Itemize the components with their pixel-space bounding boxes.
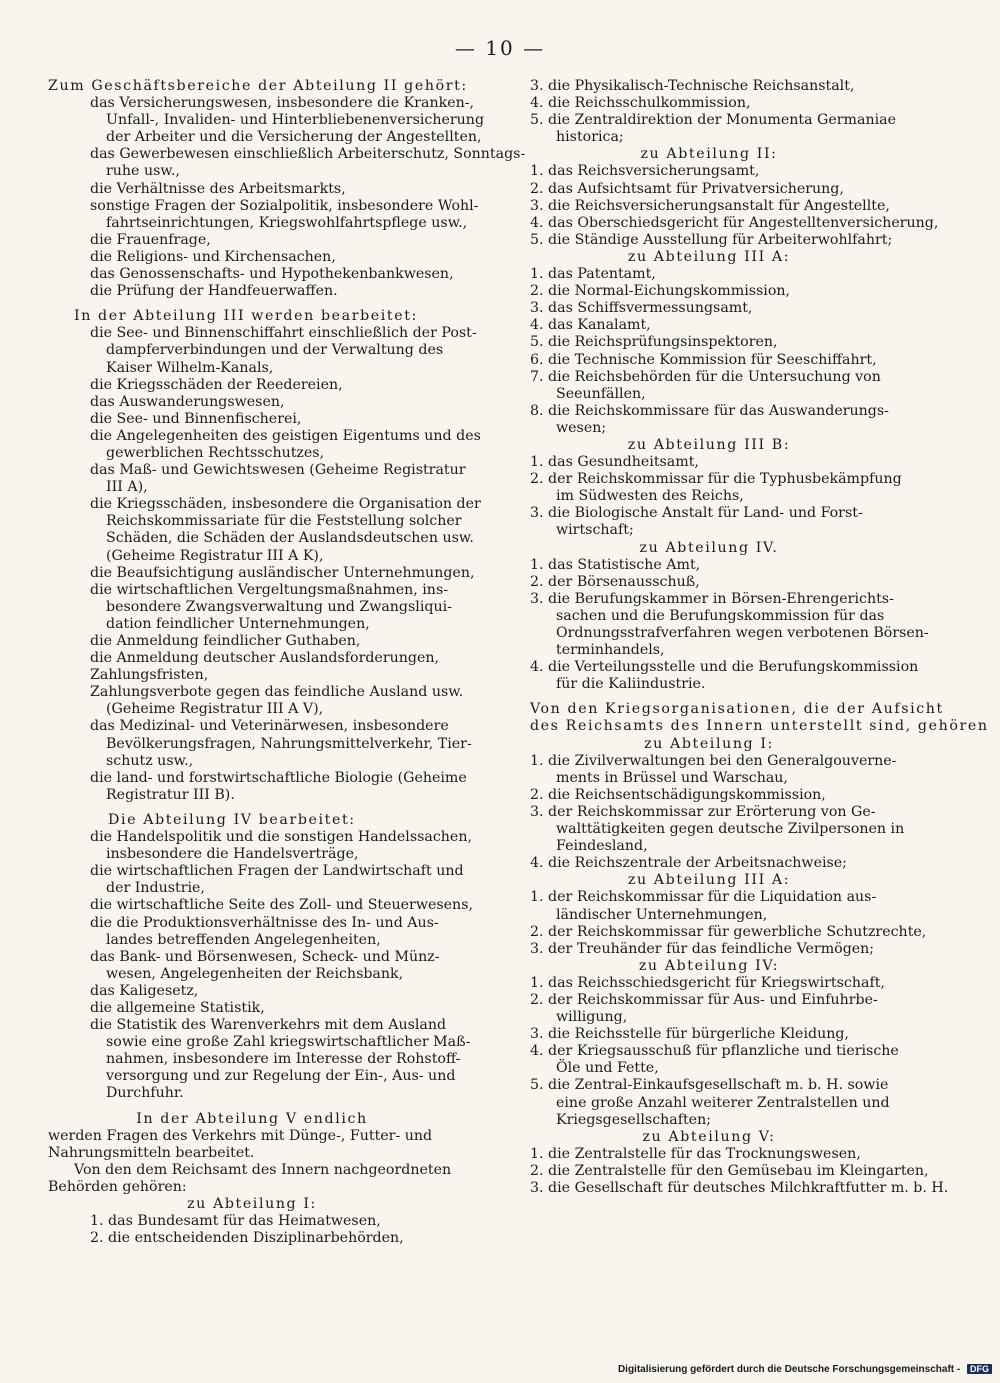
text-line: 5. die Reichsprüfungsinspektoren, bbox=[530, 334, 778, 351]
text-line: im Südwesten des Reichs, bbox=[556, 488, 744, 505]
text-line: die Beaufsichtigung ausländischer Unternehmungen, bbox=[90, 564, 475, 581]
footer-text: Digitalisierung gefördert durch die Deutsche Forschungsgemeinschaft - bbox=[617, 1364, 961, 1375]
text-line: sonstige Fragen der Sozialpolitik, insbesondere Wohl- bbox=[90, 197, 479, 214]
text-line: 6. die Technische Kommission für Seeschiffahrt, bbox=[530, 351, 877, 368]
text-line: Von den Kriegsorganisationen, die der Aufsicht bbox=[530, 701, 944, 718]
text-line: 3. die Physikalisch-Technische Reichsanstalt, bbox=[530, 78, 855, 94]
text-line: 3. der Reichskommissar zur Erörterung von Ge- bbox=[530, 803, 876, 820]
text-line: der Industrie, bbox=[106, 880, 205, 897]
text-line: (Geheime Registratur III A V), bbox=[106, 701, 324, 718]
text-line: Seeunfällen, bbox=[556, 385, 646, 402]
paragraph-gap bbox=[48, 300, 456, 308]
text-line: nahmen, insbesondere im Interesse der Rohstoff- bbox=[106, 1051, 461, 1068]
text-line: 5. die Ständige Ausstellung für Arbeiterwohlfahrt; bbox=[530, 231, 893, 248]
text-line: zu Abteilung II: bbox=[640, 146, 778, 163]
text-line: das Medizinal- und Veterinärwesen, insbesondere bbox=[90, 718, 449, 735]
text-line: die Statistik des Warenverkehrs mit dem Ausland bbox=[90, 1017, 447, 1034]
text-line: 1. das Statistische Amt, bbox=[530, 556, 701, 573]
text-line: 2. die entscheidenden Disziplinarbehörden, bbox=[90, 1230, 404, 1247]
text-line: Von den dem Reichsamt des Innern nachgeordneten bbox=[74, 1161, 452, 1178]
text-line: dampferverbindungen und der Verwaltung des bbox=[106, 342, 444, 359]
text-line: Reichskommissariate für die Feststellung solcher bbox=[106, 513, 462, 530]
text-line: fahrtseinrichtungen, Kriegswohlfahrtspflege usw., bbox=[106, 214, 468, 231]
text-line: In der Abteilung III werden bearbeitet: bbox=[74, 308, 418, 325]
text-line: Bevölkerungsfragen, Nahrungsmittelverkehr, Tier- bbox=[106, 735, 472, 752]
text-line: die allgemeine Statistik, bbox=[90, 999, 265, 1016]
text-line: der Arbeiter und die Versicherung der Angestellten, bbox=[106, 129, 482, 146]
text-line: zu Abteilung III B: bbox=[627, 436, 791, 453]
text-line: landes betreffenden Angelegenheiten, bbox=[106, 931, 381, 948]
text-line: 1. der Reichskommissar für die Liquidation aus- bbox=[530, 889, 877, 906]
text-line: Ordnungsstrafverfahren wegen verbotenen Börsen- bbox=[556, 625, 929, 641]
text-line: 1. die Zivilverwaltungen bei den Generalgouverne- bbox=[530, 752, 897, 769]
text-line: zu Abteilung I: bbox=[644, 735, 774, 752]
paragraph-gap bbox=[48, 804, 456, 812]
text-line: (Geheime Registratur III A K), bbox=[106, 547, 324, 564]
text-line: zu Abteilung III A: bbox=[627, 248, 791, 265]
text-line: 1. die Zentralstelle für das Trocknungswesen, bbox=[530, 1145, 861, 1162]
text-line: 5. die Zentral-Einkaufsgesellschaft m. b. H. sowie bbox=[530, 1077, 889, 1094]
text-line: 4. die Reichszentrale der Arbeitsnachweise; bbox=[530, 855, 847, 872]
text-line: die See- und Binnenschiffahrt einschließlich der Post- bbox=[90, 325, 477, 342]
text-line: die wirtschaftliche Seite des Zoll- und Steuerwesens, bbox=[90, 897, 473, 914]
text-line: das Maß- und Gewichtswesen (Geheime Registratur bbox=[90, 462, 466, 479]
text-line: 3. die Berufungskammer in Börsen-Ehrengerichts- bbox=[530, 590, 894, 607]
text-line: Nahrungsmitteln bearbeitet. bbox=[48, 1144, 255, 1161]
text-line: 2. der Reichskommissar für Aus- und Einfuhrbe- bbox=[530, 991, 878, 1008]
text-line: die Anmeldung deutscher Auslandsforderungen, bbox=[90, 650, 440, 667]
text-line: das Kaligesetz, bbox=[90, 982, 199, 999]
text-line: 7. die Reichsbehörden für die Untersuchung von bbox=[530, 368, 881, 385]
paragraph-gap bbox=[530, 693, 888, 701]
text-line: Schäden, die Schäden der Auslandsdeutschen usw. bbox=[106, 530, 474, 547]
text-line: 1. das Reichsschiedsgericht für Kriegswirtschaft, bbox=[530, 974, 885, 991]
text-line: die Handelspolitik und die sonstigen Handelssachen, bbox=[90, 829, 472, 846]
text-line: zu Abteilung III A: bbox=[627, 872, 791, 889]
text-line: 3. der Treuhänder für das feindliche Vermögen; bbox=[530, 940, 875, 957]
text-line: sowie eine große Zahl kriegswirtschaftlicher Maß- bbox=[106, 1034, 471, 1051]
text-line: willigung, bbox=[556, 1009, 628, 1026]
text-line: das Bank- und Börsenwesen, Scheck- und Münz- bbox=[90, 948, 440, 965]
text-line: III A), bbox=[106, 479, 148, 496]
text-line: insbesondere die Handelsverträge, bbox=[106, 846, 359, 863]
text-line: das Versicherungswesen, insbesondere die Kranken-, bbox=[90, 95, 475, 112]
text-line: 3. die Biologische Anstalt für Land- und Forst- bbox=[530, 505, 863, 522]
text-line: zu Abteilung I: bbox=[187, 1196, 317, 1212]
text-line: 1. das Bundesamt für das Heimatwesen, bbox=[90, 1213, 381, 1230]
text-line: besondere Zwangsverwaltung und Zwangsliqui- bbox=[106, 598, 452, 615]
text-line: 1. das Reichsversicherungsamt, bbox=[530, 163, 760, 180]
text-line: Öle und Fette, bbox=[556, 1060, 659, 1077]
text-line: walttätigkeiten gegen deutsche Zivilpersonen in bbox=[556, 821, 905, 838]
text-line: 2. der Reichskommissar für die Typhusbekämpfung bbox=[530, 471, 902, 488]
text-line: die Frauenfrage, bbox=[90, 231, 211, 248]
text-line: wesen, Angelegenheiten der Reichsbank, bbox=[106, 965, 404, 982]
text-line: das Genossenschafts- und Hypothekenbankwesen, bbox=[90, 266, 454, 283]
text-line: die Kriegsschäden, insbesondere die Organisation der bbox=[90, 496, 481, 513]
text-line: Feindesland, bbox=[556, 838, 648, 855]
text-line: die land- und forstwirtschaftliche Biologie (Geheime bbox=[90, 769, 467, 786]
text-line: ments in Brüssel und Warschau, bbox=[556, 769, 788, 786]
text-line: 2. der Reichskommissar für gewerbliche Schutzrechte, bbox=[530, 923, 927, 940]
text-line: Kaiser Wilhelm-Kanals, bbox=[106, 359, 274, 376]
text-line: die wirtschaftlichen Fragen der Landwirtschaft und bbox=[90, 863, 464, 880]
text-line: historica; bbox=[556, 129, 624, 146]
text-line: die Angelegenheiten des geistigen Eigentums und des bbox=[90, 427, 481, 444]
text-line: 2. die Normal-Eichungskommission, bbox=[530, 283, 791, 300]
text-line: wesen; bbox=[556, 419, 607, 436]
text-line: Durchfuhr. bbox=[106, 1085, 184, 1102]
text-line: 3. die Reichsstelle für bürgerliche Kleidung, bbox=[530, 1026, 849, 1043]
text-line: die Verhältnisse des Arbeitsmarkts, bbox=[90, 180, 346, 197]
text-line: die Anmeldung feindlicher Guthaben, bbox=[90, 633, 361, 649]
text-line: Zum Geschäftsbereiche der Abteilung II gehört: bbox=[48, 78, 468, 94]
text-line: die wirtschaftlichen Vergeltungsmaßnahmen, ins- bbox=[90, 581, 449, 598]
text-line: 1. das Patentamt, bbox=[530, 266, 656, 283]
text-line: das Auswanderungswesen, bbox=[90, 393, 285, 410]
right-column bbox=[530, 78, 989, 1197]
text-line: schutz usw., bbox=[106, 752, 194, 769]
text-line: die Prüfung der Handfeuerwaffen. bbox=[90, 283, 338, 300]
text-line: ländischer Unternehmungen, bbox=[556, 906, 768, 923]
paragraph-gap bbox=[48, 1103, 456, 1111]
text-line: Die Abteilung IV bearbeitet: bbox=[108, 811, 356, 828]
page-number: — 10 — bbox=[454, 36, 546, 60]
text-line: die See- und Binnenfischerei, bbox=[90, 410, 302, 427]
text-line: zu Abteilung IV. bbox=[639, 539, 779, 556]
digitization-footer bbox=[612, 1364, 992, 1378]
text-line: Zahlungsfristen, bbox=[90, 667, 209, 684]
text-line: 4. die Reichsschulkommission, bbox=[530, 95, 751, 112]
left-column bbox=[48, 78, 526, 1247]
text-line: 4. der Kriegsausschuß für pflanzliche und tierische bbox=[530, 1043, 899, 1060]
text-line: In der Abteilung V endlich bbox=[136, 1110, 368, 1127]
text-line: Unfall-, Invaliden- und Hinterbliebenenversicherung bbox=[106, 112, 485, 129]
text-line: 3. die Gesellschaft für deutsches Milchkraftfutter m. b. H. bbox=[530, 1180, 949, 1196]
text-line: Kriegsgesellschaften; bbox=[556, 1111, 711, 1128]
text-line: terminhandels, bbox=[556, 642, 665, 659]
text-line: 2. das Aufsichtsamt für Privatversicherung, bbox=[530, 180, 844, 197]
text-line: Registratur III B). bbox=[106, 786, 235, 803]
text-line: die Religions- und Kirchensachen, bbox=[90, 248, 336, 265]
text-line: 5. die Zentraldirektion der Monumenta Germaniae bbox=[530, 112, 896, 129]
text-line: 4. das Kanalamt, bbox=[530, 317, 651, 334]
text-line: versorgung und zur Regelung der Ein-, Aus- und bbox=[106, 1068, 456, 1085]
text-line: dation feindlicher Unternehmungen, bbox=[106, 615, 370, 632]
text-line: zu Abteilung V: bbox=[642, 1128, 776, 1145]
text-line: wirtschaft; bbox=[556, 522, 634, 539]
text-line: des Reichsamts des Innern unterstellt sind, gehören bbox=[530, 718, 989, 735]
text-line: 3. das Schiffsvermessungsamt, bbox=[530, 300, 753, 317]
text-line: 2. die Zentralstelle für den Gemüsebau im Kleingarten, bbox=[530, 1162, 929, 1179]
text-line: die die Produktionsverhältnisse des In- und Aus- bbox=[90, 914, 439, 931]
text-line: die Kriegsschäden der Reedereien, bbox=[90, 376, 343, 393]
text-line: das Gewerbewesen einschließlich Arbeiterschutz, Sonntags- bbox=[90, 146, 526, 163]
text-line: werden Fragen des Verkehrs mit Dünge-, Futter- und bbox=[48, 1127, 433, 1144]
text-line: Behörden gehören: bbox=[48, 1178, 187, 1195]
text-line: 3. die Reichsversicherungsanstalt für Angestellte, bbox=[530, 197, 890, 214]
text-line: sachen und die Berufungskommission für das bbox=[556, 607, 885, 624]
text-line: 2. der Börsenausschuß, bbox=[530, 573, 700, 590]
text-line: zu Abteilung IV: bbox=[638, 957, 780, 974]
text-line: ruhe usw., bbox=[106, 163, 180, 180]
text-line: Zahlungsverbote gegen das feindliche Ausland usw. bbox=[90, 684, 464, 701]
text-line: 2. die Reichsentschädigungskommission, bbox=[530, 786, 826, 803]
text-line: 8. die Reichskommissare für das Auswanderungs- bbox=[530, 402, 889, 419]
text-line: gewerblichen Rechtsschutzes, bbox=[106, 444, 325, 461]
text-line: eine große Anzahl weiterer Zentralstellen und bbox=[556, 1094, 890, 1111]
text-line: für die Kaliindustrie. bbox=[556, 676, 706, 693]
text-line: 4. die Verteilungsstelle und die Berufungskommission bbox=[530, 659, 919, 676]
text-line: 1. das Gesundheitsamt, bbox=[530, 454, 699, 471]
text-line: 4. das Oberschiedsgericht für Angestelltenversicherung, bbox=[530, 214, 939, 231]
dfg-logo: DFG bbox=[967, 1364, 992, 1374]
